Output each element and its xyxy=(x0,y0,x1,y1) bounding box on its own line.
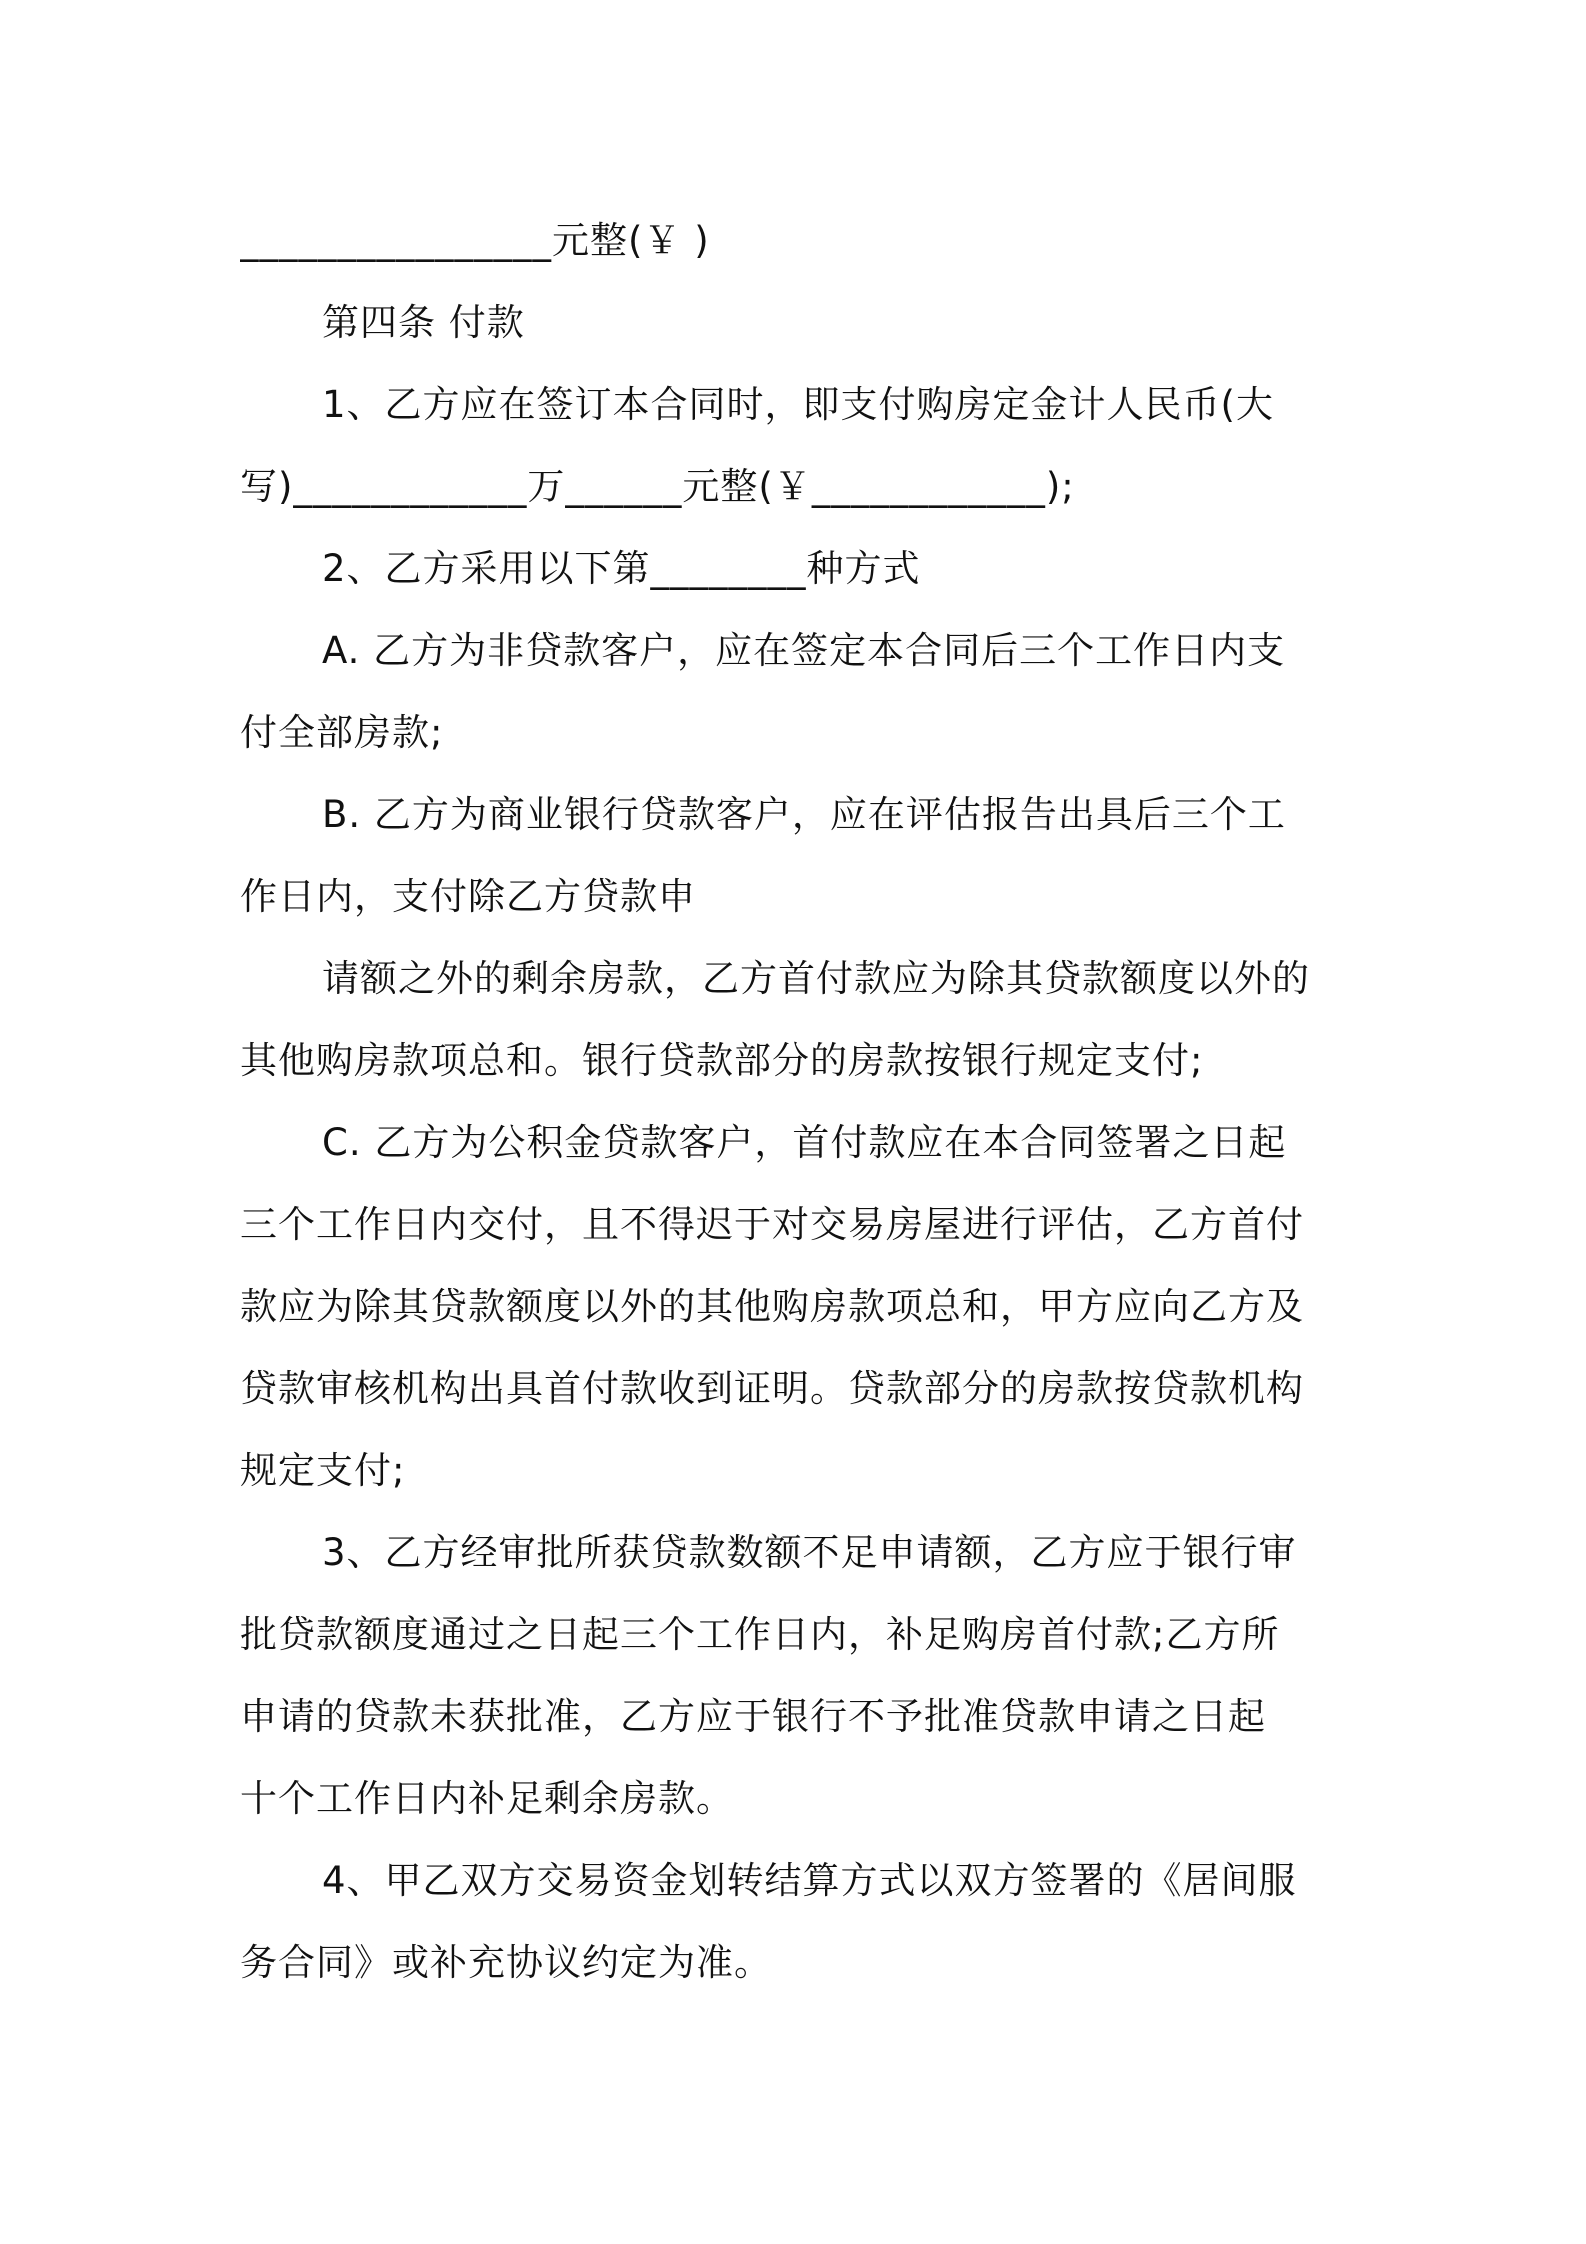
text-line: ________________元整(￥ ) xyxy=(240,219,710,262)
text-line: 请额之外的剩余房款，乙方首付款应为除其贷款额度以外的 xyxy=(322,957,1310,1000)
text-line: 3、乙方经审批所获贷款数额不足申请额，乙方应于银行审 xyxy=(322,1531,1297,1574)
text-line: 批贷款额度通过之日起三个工作日内，补足购房首付款;乙方所 xyxy=(240,1613,1280,1656)
contract-text xyxy=(240,200,1360,2004)
text-line: C. 乙方为公积金贷款客户，首付款应在本合同签署之日起 xyxy=(322,1121,1287,1164)
text-line: B. 乙方为商业银行贷款客户，应在评估报告出具后三个工 xyxy=(322,793,1286,836)
text-line: A. 乙方为非贷款客户，应在签定本合同后三个工作日内支 xyxy=(322,629,1286,672)
text-line: 作日内，支付除乙方贷款申 xyxy=(240,875,696,918)
text-line: 十个工作日内补足剩余房款。 xyxy=(240,1777,734,1820)
text-line: 2、乙方采用以下第________种方式 xyxy=(322,547,921,590)
text-line: 4、甲乙双方交易资金划转结算方式以双方签署的《居间服 xyxy=(322,1859,1297,1902)
text-line: 款应为除其贷款额度以外的其他购房款项总和，甲方应向乙方及 xyxy=(240,1285,1304,1328)
text-line: 三个工作日内交付，且不得迟于对交易房屋进行评估，乙方首付 xyxy=(240,1203,1304,1246)
article-heading: 第四条 付款 xyxy=(322,301,525,344)
text-line: 1、乙方应在签订本合同时，即支付购房定金计人民币(大 xyxy=(322,383,1274,426)
text-line: 务合同》或补充协议约定为准。 xyxy=(240,1941,772,1984)
text-line: 贷款审核机构出具首付款收到证明。贷款部分的房款按贷款机构 xyxy=(240,1367,1304,1410)
text-line: 付全部房款; xyxy=(240,711,444,754)
text-line: 申请的贷款未获批准，乙方应于银行不予批准贷款申请之日起 xyxy=(240,1695,1266,1738)
text-line: 规定支付; xyxy=(240,1449,406,1492)
text-line: 写)____________万______元整(￥____________); xyxy=(240,465,1075,508)
text-line: 其他购房款项总和。银行贷款部分的房款按银行规定支付; xyxy=(240,1039,1204,1082)
